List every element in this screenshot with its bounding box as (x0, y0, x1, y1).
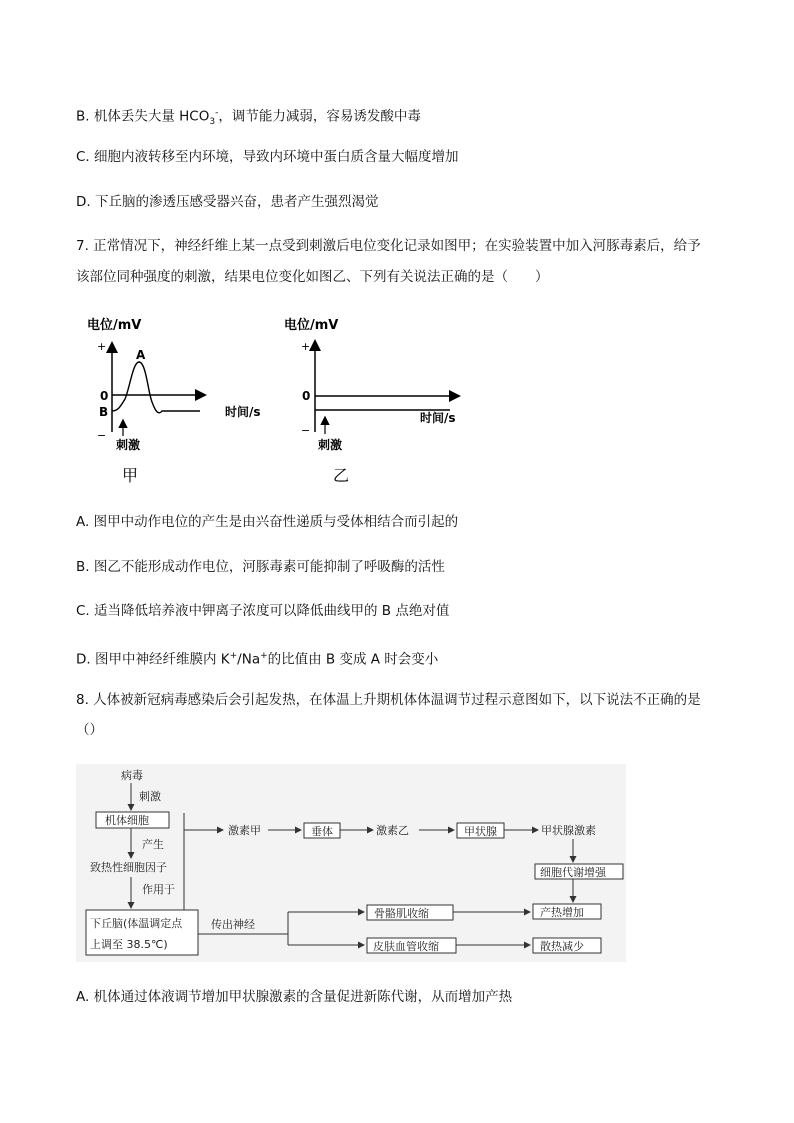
graph-jia-minus: − (97, 429, 107, 442)
flow-thyroxine: 甲状腺激素 (541, 824, 596, 837)
q7-option-a: A. 图甲中动作电位的产生是由兴奋性递质与受体相结合而引起的 (76, 514, 459, 530)
flow-hormone-a: 激素甲 (228, 824, 261, 837)
graph-yi-plus: + (301, 340, 311, 353)
flow-hypo-line2: 上调至 38.5℃) (90, 938, 168, 951)
graph-jia-caption: 甲 (122, 466, 139, 485)
graph-jia-curve (112, 362, 200, 413)
q7-option-c: C. 适当降低培养液中钾离子浓度可以降低曲线甲的 B 点绝对值 (76, 603, 450, 619)
flow-hormone-b: 激素乙 (376, 824, 409, 837)
graph-jia-zero: 0 (100, 389, 109, 403)
graph-yi-xlabel: 时间/s (420, 411, 456, 425)
flow-act-on: 作用于 (142, 883, 175, 896)
flow-efferent: 传出神经 (211, 918, 255, 931)
flow-stimulate: 刺激 (139, 790, 161, 803)
flow-hypo-line1: 下丘脑(体温调定点 (90, 917, 183, 930)
q7-option-b: B. 图乙不能形成动作电位，河豚毒素可能抑制了呼吸酶的活性 (76, 559, 445, 575)
graph-yi-zero: 0 (302, 389, 311, 403)
graph-jia (80, 312, 280, 492)
q7-option-d: D. 图甲中神经纤维膜内 K+/Na+的比值由 B 变成 A 时会变小 (76, 651, 439, 668)
q7-stem-line1: 7. 正常情况下，神经纤维上某一点受到刺激后电位变化记录如图甲；在实验装置中加入河豚毒素后，给予 (76, 238, 701, 254)
graph-yi-ylabel: 电位/mV (284, 318, 339, 333)
flowchart-svg (76, 764, 626, 962)
q8-stem-line2: （） (76, 722, 103, 738)
q8-stem-line1: 8. 人体被新冠病毒感染后会引起发热，在体温上升期机体体温调节过程示意图如下，以下说法不正确的是 (76, 692, 701, 708)
graph-jia-ylabel: 电位/mV (87, 318, 142, 333)
flow-virus: 病毒 (121, 769, 143, 782)
graph-jia-xlabel: 时间/s (225, 405, 261, 419)
flow-heat-up: 产热增加 (540, 906, 584, 919)
graph-jia-stim: 刺激 (116, 438, 141, 452)
graph-yi-minus: − (301, 424, 311, 437)
q8-option-a: A. 机体通过体液调节增加甲状腺激素的含量促进新陈代谢，从而增加产热 (76, 989, 513, 1005)
flow-body-cell: 机体细胞 (105, 814, 149, 827)
graph-yi-caption: 乙 (333, 466, 350, 485)
flow-pituitary: 垂体 (311, 825, 333, 838)
graph-jia-label-b: B (99, 405, 109, 419)
graph-jia-plus: + (97, 340, 107, 353)
flow-metab: 细胞代谢增强 (540, 866, 606, 879)
graph-jia-label-a: A (136, 348, 146, 362)
q7-stem-line2: 该部位同种强度的刺激，结果电位变化如图乙、下列有关说法正确的是（ ） (76, 269, 549, 285)
q6-option-b: B. 机体丢失大量 $HCO_3^-$，调节能力减弱，容易诱发酸中毒 (76, 108, 421, 128)
flow-heat-down: 散热减少 (540, 940, 584, 953)
graph-yi (282, 312, 482, 492)
flow-skin: 皮肤血管收缩 (373, 940, 439, 953)
flow-thyroid: 甲状腺 (464, 825, 497, 838)
graph-yi-stim: 刺激 (318, 438, 343, 452)
q6-option-d: D. 下丘脑的渗透压感受器兴奋，患者产生强烈渴觉 (76, 194, 379, 210)
flow-produce: 产生 (142, 838, 164, 851)
q6-option-c: C. 细胞内液转移至内环境，导致内环境中蛋白质含量大幅度增加 (76, 149, 459, 165)
thermoregulation-flowchart (76, 764, 626, 962)
flow-pyrogen: 致热性细胞因子 (90, 861, 167, 874)
flow-muscle: 骨骼肌收缩 (374, 907, 429, 920)
